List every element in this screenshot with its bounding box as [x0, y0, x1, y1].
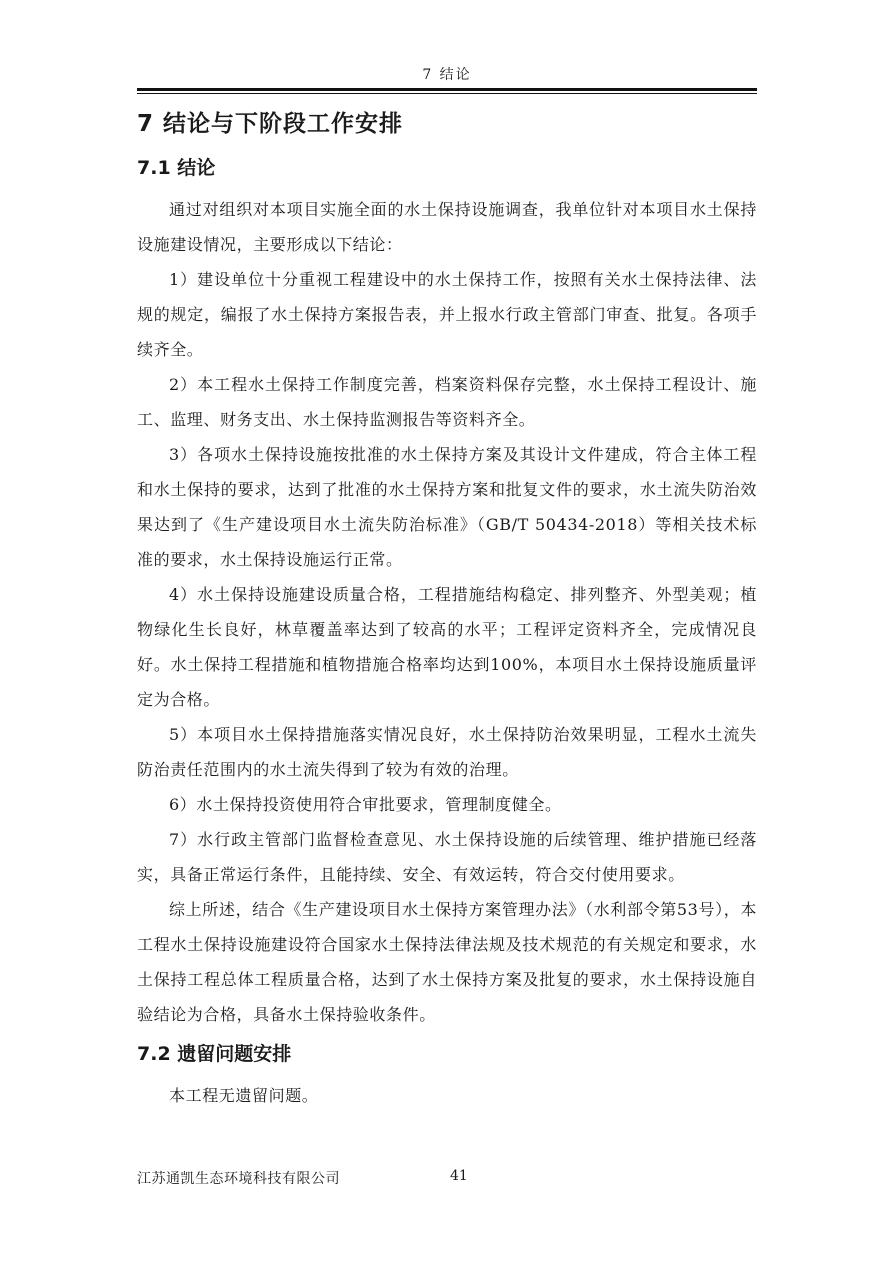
footer-company: 江苏通凯生态环境科技有限公司 [137, 1171, 340, 1187]
paragraph-item-2: 2）本工程水土保持工作制度完善，档案资料保存完整，水土保持工程设计、施工、监理、财务支出、水土保持监测报告等资料齐全。 [137, 375, 757, 429]
paragraph-item-4: 4）水土保持设施建设质量合格，工程措施结构稳定、排列整齐、外型美观；植物绿化生长良好，林草覆盖率达到了较高的水平；工程评定资料齐全，完成情况良好。水土保持工程措施和植物措施合格率均达到100%，本项目水土保持设施质量评定为合格。 [137, 585, 757, 709]
paragraph-item-6: 6）水土保持投资使用符合审批要求，管理制度健全。 [169, 795, 562, 814]
header-rule-thick [137, 88, 757, 91]
header-rule-thin [137, 93, 757, 94]
paragraph-item-3: 3）各项水土保持设施按批准的水土保持方案及其设计文件建成，符合主体工程和水土保持的要求，达到了批准的水土保持方案和批复文件的要求，水土流失防治效果达到了《生产建设项目水土流失防治标准》（GB/T 50434-2018）等相关技术标准的要求，水土保持设施运行正常。 [137, 445, 757, 569]
paragraph-item-5: 5）本项目水土保持措施落实情况良好，水土保持防治效果明显，工程水土流失防治责任范围内的水土流失得到了较为有效的治理。 [137, 725, 757, 779]
paragraph-summary: 综上所述，结合《生产建设项目水土保持方案管理办法》（水利部令第53号），本工程水土保持设施建设符合国家水土保持法律法规及技术规范的有关规定和要求，水土保持工程总体工程质量合格，达到了水土保持方案及批复的要求，水土保持设施自验结论为合格，具备水土保持验收条件。 [137, 900, 757, 1024]
section-title-7-1: 7.1 结论 [137, 157, 216, 179]
paragraph-item-7: 7）水行政主管部门监督检查意见、水土保持设施的后续管理、维护措施已经落实，具备正常运行条件，且能持续、安全、有效运转，符合交付使用要求。 [137, 830, 757, 884]
paragraph-item-1: 1）建设单位十分重视工程建设中的水土保持工作，按照有关水土保持法律、法规的规定，编报了水土保持方案报告表，并上报水行政主管部门审查、批复。各项手续齐全。 [137, 270, 757, 359]
running-header: 7 结论 [422, 67, 472, 83]
paragraph-intro: 通过对组织对本项目实施全面的水土保持设施调查，我单位针对本项目水土保持设施建设情况，主要形成以下结论： [137, 200, 757, 254]
chapter-title: 7 结论与下阶段工作安排 [137, 111, 404, 137]
section-title-7-2: 7.2 遗留问题安排 [137, 1043, 292, 1065]
page-number: 41 [450, 1168, 468, 1184]
paragraph-remaining-issues: 本工程无遗留问题。 [169, 1086, 319, 1105]
page-content [137, 106, 757, 1113]
